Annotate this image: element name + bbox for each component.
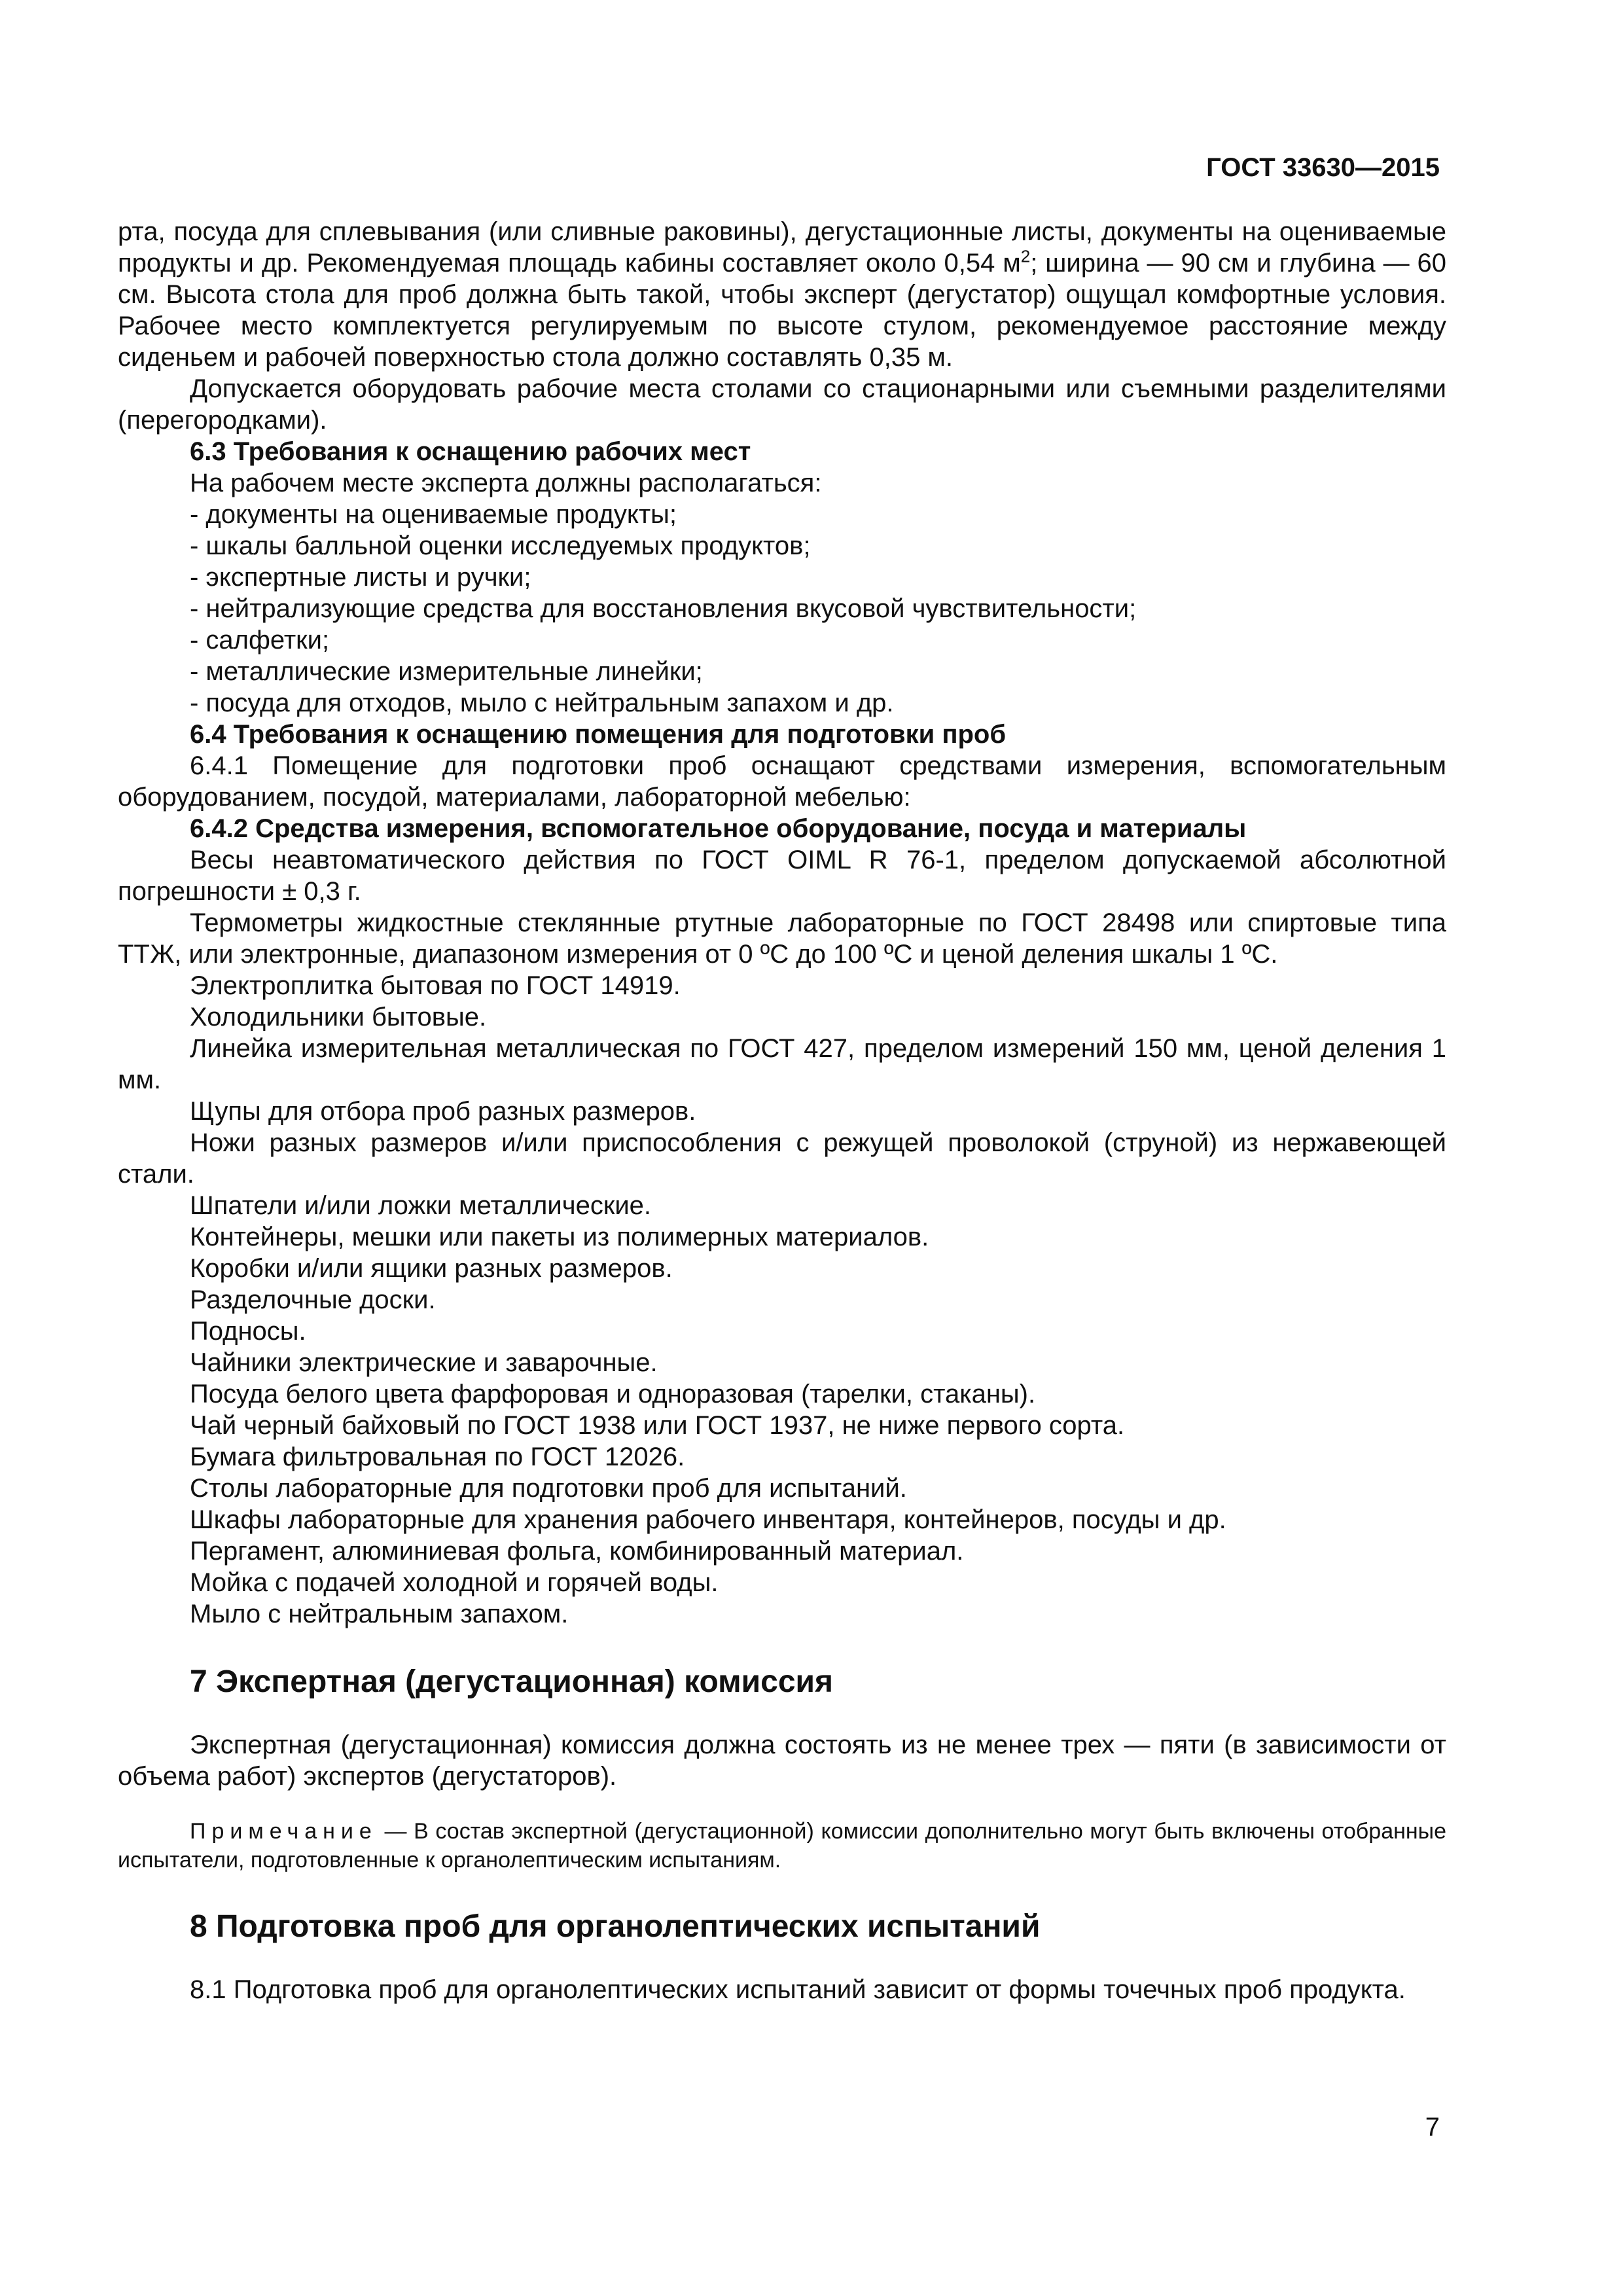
list-item: - салфетки; <box>190 626 330 655</box>
superscript: 2 <box>1020 246 1031 266</box>
paragraph-text: ; ширина — 90 см и глубина — 60 см. Высота стола для проб должна быть такой, чтобы эксперт (дегустатор) ощущал комфортные условия. Рабочее место комплектуется регулируемым по высоте стулом, рекомендуемое расстояние между сиденьем и рабочей поверхностью стола должно составлять 0,35 м. <box>118 249 1446 372</box>
list-item: - документы на оцениваемые продукты; <box>190 500 677 529</box>
list-item: Электроплитка бытовая по ГОСТ 14919. <box>190 971 681 1000</box>
workplace-equipment-list <box>118 499 1446 719</box>
list-item: Мыло с нейтральным запахом. <box>190 1600 569 1628</box>
document-body <box>118 216 1446 2005</box>
list-item: Ножи разных размеров и/или приспособления с режущей проволокой (струной) из нержавеющей стали. <box>118 1128 1446 1189</box>
list-item: Щупы для отбора проб разных размеров. <box>190 1097 696 1126</box>
list-item: - экспертные листы и ручки; <box>190 563 531 592</box>
list-item: Холодильники бытовые. <box>190 1003 487 1031</box>
list-item: Чай черный байховый по ГОСТ 1938 или ГОСТ 1937, не ниже первого сорта. <box>190 1411 1125 1440</box>
list-item: Столы лабораторные для подготовки проб для испытаний. <box>190 1474 907 1503</box>
list-item: Бумага фильтровальная по ГОСТ 12026. <box>190 1443 685 1471</box>
list-item: Термометры жидкостные стеклянные ртутные лабораторные по ГОСТ 28498 или спиртовые типа ТТЖ, или электронные, диапазоном измерения от 0 ºС до 100 ºС и ценой деления шкалы 1 ºС. <box>118 908 1446 969</box>
list-item: Мойка с подачей холодной и горячей воды. <box>190 1568 719 1597</box>
heading-section-7: 7 Экспертная (дегустационная) комиссия <box>190 1664 834 1699</box>
list-item: Пергамент, алюминиевая фольга, комбинированный материал. <box>190 1537 964 1566</box>
list-item: Шкафы лабораторные для хранения рабочего инвентаря, контейнеров, посуды и др. <box>190 1505 1226 1534</box>
note-label: Примечание <box>190 1819 378 1844</box>
list-item: Подносы. <box>190 1317 306 1346</box>
heading-6-4: 6.4 Требования к оснащению помещения для подготовки проб <box>190 720 1007 749</box>
heading-6-3: 6.3 Требования к оснащению рабочих мест <box>190 437 751 466</box>
paragraph-commission: Экспертная (дегустационная) комиссия должна состоять из не менее трех — пяти (в зависимости от объема работ) экспертов (дегустаторов). <box>118 1731 1446 1791</box>
list-item: - металлические измерительные линейки; <box>190 657 703 686</box>
paragraph-text: рта, посуда для сплевывания (или сливные раковины), дегустационные листы, документы на оцениваемые продукты и др. Рекомендуемая площадь кабины составляет около 0,54 м <box>118 217 1446 278</box>
list-item: Посуда белого цвета фарфоровая и одноразовая (тарелки, стаканы). <box>190 1380 1036 1408</box>
list-item: Линейка измерительная металлическая по ГОСТ 427, пределом измерений 150 мм, ценой деления 1 мм. <box>118 1034 1446 1094</box>
heading-6-4-2: 6.4.2 Средства измерения, вспомогательное оборудование, посуда и материалы <box>190 814 1247 843</box>
note <box>118 1817 1446 1874</box>
page-number: 7 <box>1425 2113 1440 2142</box>
list-item: - шкалы балльной оценки исследуемых продуктов; <box>190 531 811 560</box>
heading-section-8: 8 Подготовка проб для органолептических испытаний <box>190 1909 1041 1944</box>
list-item: Шпатели и/или ложки металлические. <box>190 1191 652 1220</box>
list-item: - нейтрализующие средства для восстановления вкусовой чувствительности; <box>190 594 1137 623</box>
list-item: Весы неавтоматического действия по ГОСТ OIML R 76-1, пределом допускаемой абсолютной погрешности ± 0,3 г. <box>118 846 1446 906</box>
list-item: Контейнеры, мешки или пакеты из полимерных материалов. <box>190 1223 929 1251</box>
paragraph-8-1: 8.1 Подготовка проб для органолептических испытаний зависит от формы точечных проб продукта. <box>190 1975 1406 2004</box>
list-item: Разделочные доски. <box>190 1285 436 1314</box>
paragraph-6-4-1: 6.4.1 Помещение для подготовки проб оснащают средствами измерения, вспомогательным оборудованием, посудой, материалами, лабораторной мебелью: <box>118 751 1446 812</box>
list-item: - посуда для отходов, мыло с нейтральным запахом и др. <box>190 689 894 717</box>
paragraph-partitions: Допускается оборудовать рабочие места столами со стационарными или съемными разделителями (перегородками). <box>118 374 1446 435</box>
standard-number-header: ГОСТ 33630—2015 <box>1206 153 1440 182</box>
list-item: Чайники электрические и заварочные. <box>190 1348 658 1377</box>
equipment-list <box>118 844 1446 1630</box>
note-text: — В состав экспертной (дегустационной) комиссии дополнительно могут быть включены отобранные испытатели, подготовленные к органолептическим испытаниям. <box>118 1819 1446 1873</box>
paragraph-cabin-description <box>118 216 1446 373</box>
list-item: Коробки и/или ящики разных размеров. <box>190 1254 673 1283</box>
list-intro: На рабочем месте эксперта должны располагаться: <box>190 469 822 497</box>
